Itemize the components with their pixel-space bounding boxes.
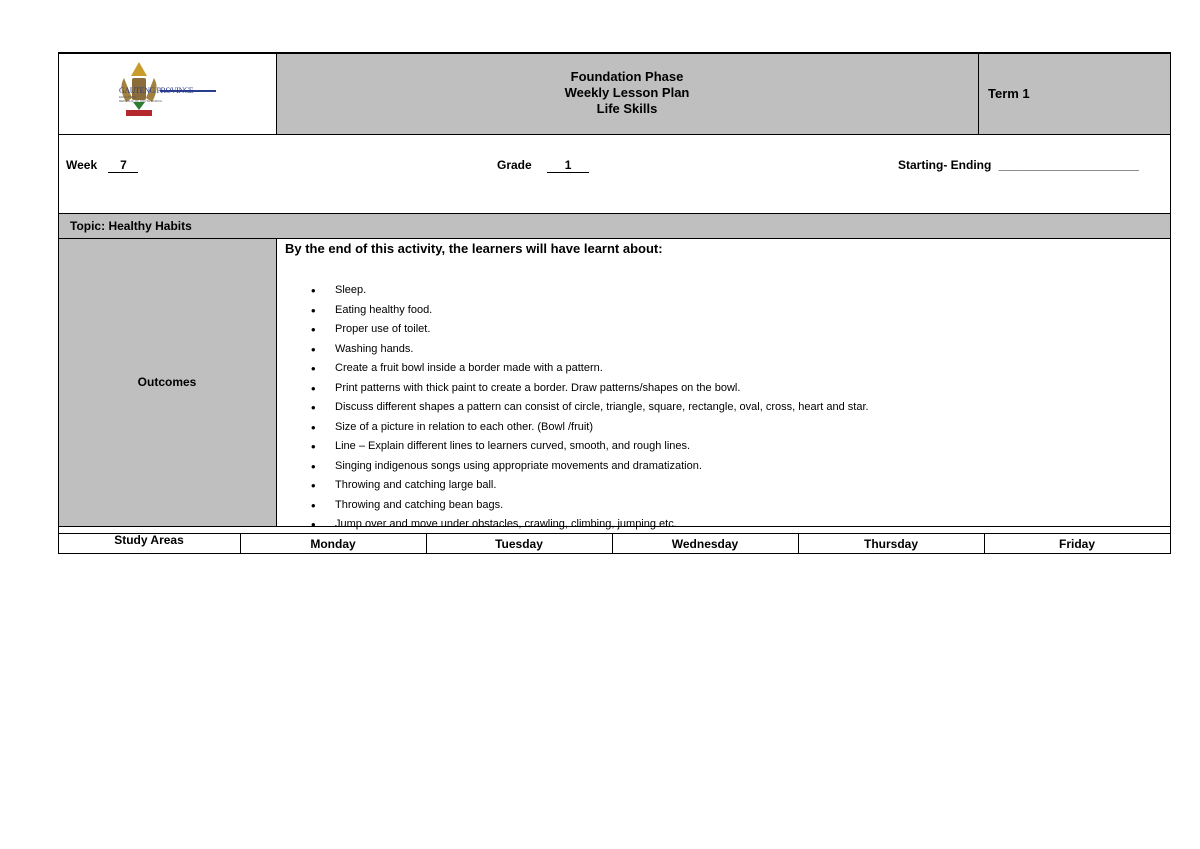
day-header-monday: Monday [310,537,356,551]
list-item: • Sleep. [304,281,869,301]
outcomes-label: Outcomes [137,375,197,389]
topic-title: Topic: Healthy Habits [70,219,192,233]
title-line: Foundation Phase [570,69,684,84]
grade-label: Grade [497,158,532,172]
logo-text: GAUTENG PROVINCE [119,86,194,95]
list-item: • Singing indigenous songs using appropriate movements and dramatization. [304,457,869,477]
title-line: Weekly Lesson Plan [564,85,690,100]
list-item: • Throwing and catching bean bags. [304,496,869,516]
outcomes-intro: By the end of this activity, the learners will have learnt about: [285,241,663,256]
day-header-friday: Friday [1058,537,1095,551]
list-item: • Washing hands. [304,340,869,360]
grade-value: 1 [547,159,589,173]
list-item: • Line – Explain different lines to learners curved, smooth, and rough lines. [304,437,869,457]
list-item: • Print patterns with thick paint to create a border. Draw patterns/shapes on the bowl. [304,379,869,399]
day-header-tuesday: Tuesday [495,537,543,551]
list-item: • Jump over and move under obstacles, crawling, climbing, jumping etc. [304,515,869,535]
table-border [58,134,1171,135]
list-item: • Proper use of toilet. [304,320,869,340]
week-value: 7 [108,159,138,173]
list-item: • Size of a picture in relation to each other. (Bowl /fruit) [304,418,869,438]
table-border-right [1170,52,1171,554]
day-header-wednesday: Wednesday [671,537,739,551]
term-label: Term 1 [988,85,1030,101]
dates-value: _____________________ [998,158,1139,172]
page-title [276,52,978,134]
outcomes-list [304,281,869,535]
title-line: Life Skills [596,101,658,116]
dates-field [898,158,1139,172]
dates-label: Starting- Ending [898,158,992,172]
list-item: • Eating healthy food. [304,301,869,321]
week-field [66,158,138,173]
week-label: Week [66,158,98,172]
grade-field [497,158,589,173]
list-item: • Throwing and catching large ball. [304,476,869,496]
list-item: • Create a fruit bowl inside a border made with a pattern. [304,359,869,379]
logo-text-block [119,86,199,103]
table-border [276,238,277,526]
day-header-thursday: Thursday [863,537,918,551]
list-item: • Discuss different shapes a pattern can consist of circle, triangle, square, rectangle, oval, cross, heart and star. [304,398,869,418]
logo-subtext: EDUCATION [119,95,137,99]
study-areas-header: Study Areas [114,533,184,547]
logo-subtext: REPUBLIC OF SOUTH AFRICA [119,99,163,103]
